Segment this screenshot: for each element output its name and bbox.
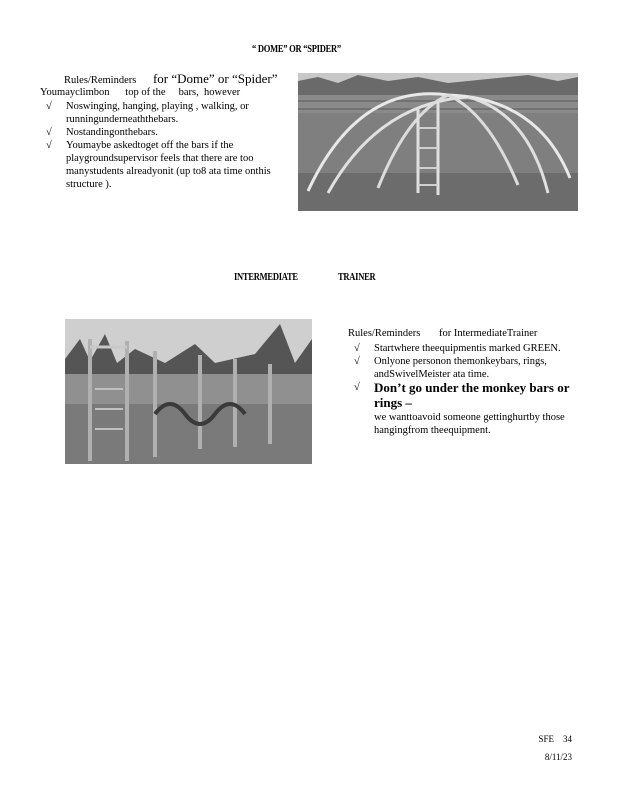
list-item: √ Onlyone personon themonkeybars, rings, andSwivelMeister ata time. (354, 356, 547, 380)
trainer-rules-suffix: for IntermediateTrainer (438, 328, 538, 339)
dome-rules-title (64, 71, 277, 87)
dome-intro: Youmayclimbon top of the bars, however (40, 87, 241, 98)
check-icon: √ (354, 356, 360, 367)
bold-rule-rest: we wanttoavoid someone gettinghurtby those hangingfrom theequipment. (374, 412, 565, 436)
list-item: √ Startwhere theequipmentis marked GREEN. (354, 343, 561, 354)
check-icon: √ (46, 140, 52, 151)
bold-rule-title: Don’t go under the monkey bars or rings – (374, 380, 570, 410)
page-number: SFE 34 (538, 734, 572, 744)
list-item: √ Youmaybe askedtoget off the bars if the playgroundsupervisor feels that there are too manystudents alreadyonit (up to8 ata time onthis structure ). (46, 140, 271, 190)
dome-photo (298, 73, 578, 211)
trainer-rules-title (348, 328, 537, 339)
check-icon: √ (46, 101, 52, 112)
dome-rules-suffix: for “Dome” or “Spider” (152, 71, 278, 86)
list-item: √ Noswinging, hanging, playing , walking, or runningunderneaththebars. (46, 101, 249, 125)
dome-rules-prefix: Rules/Reminders (64, 75, 137, 86)
dome-rules-list (46, 100, 278, 191)
check-icon: √ (354, 343, 360, 354)
trainer-heading-right: TRAINER (338, 272, 376, 283)
check-icon: √ (354, 382, 360, 393)
list-item: √ Nostandingonthebars. (46, 127, 158, 138)
dome-heading: “ DOME” OR “SPIDER” (252, 44, 341, 55)
trainer-heading-left: INTERMEDIATE (234, 272, 298, 283)
trainer-rules-prefix: Rules/Reminders (348, 328, 421, 339)
list-item (354, 381, 590, 437)
footer-date: 8/11/23 (544, 752, 572, 762)
trainer-photo (65, 319, 312, 464)
check-icon: √ (46, 127, 52, 138)
trainer-rules-list (354, 342, 590, 437)
